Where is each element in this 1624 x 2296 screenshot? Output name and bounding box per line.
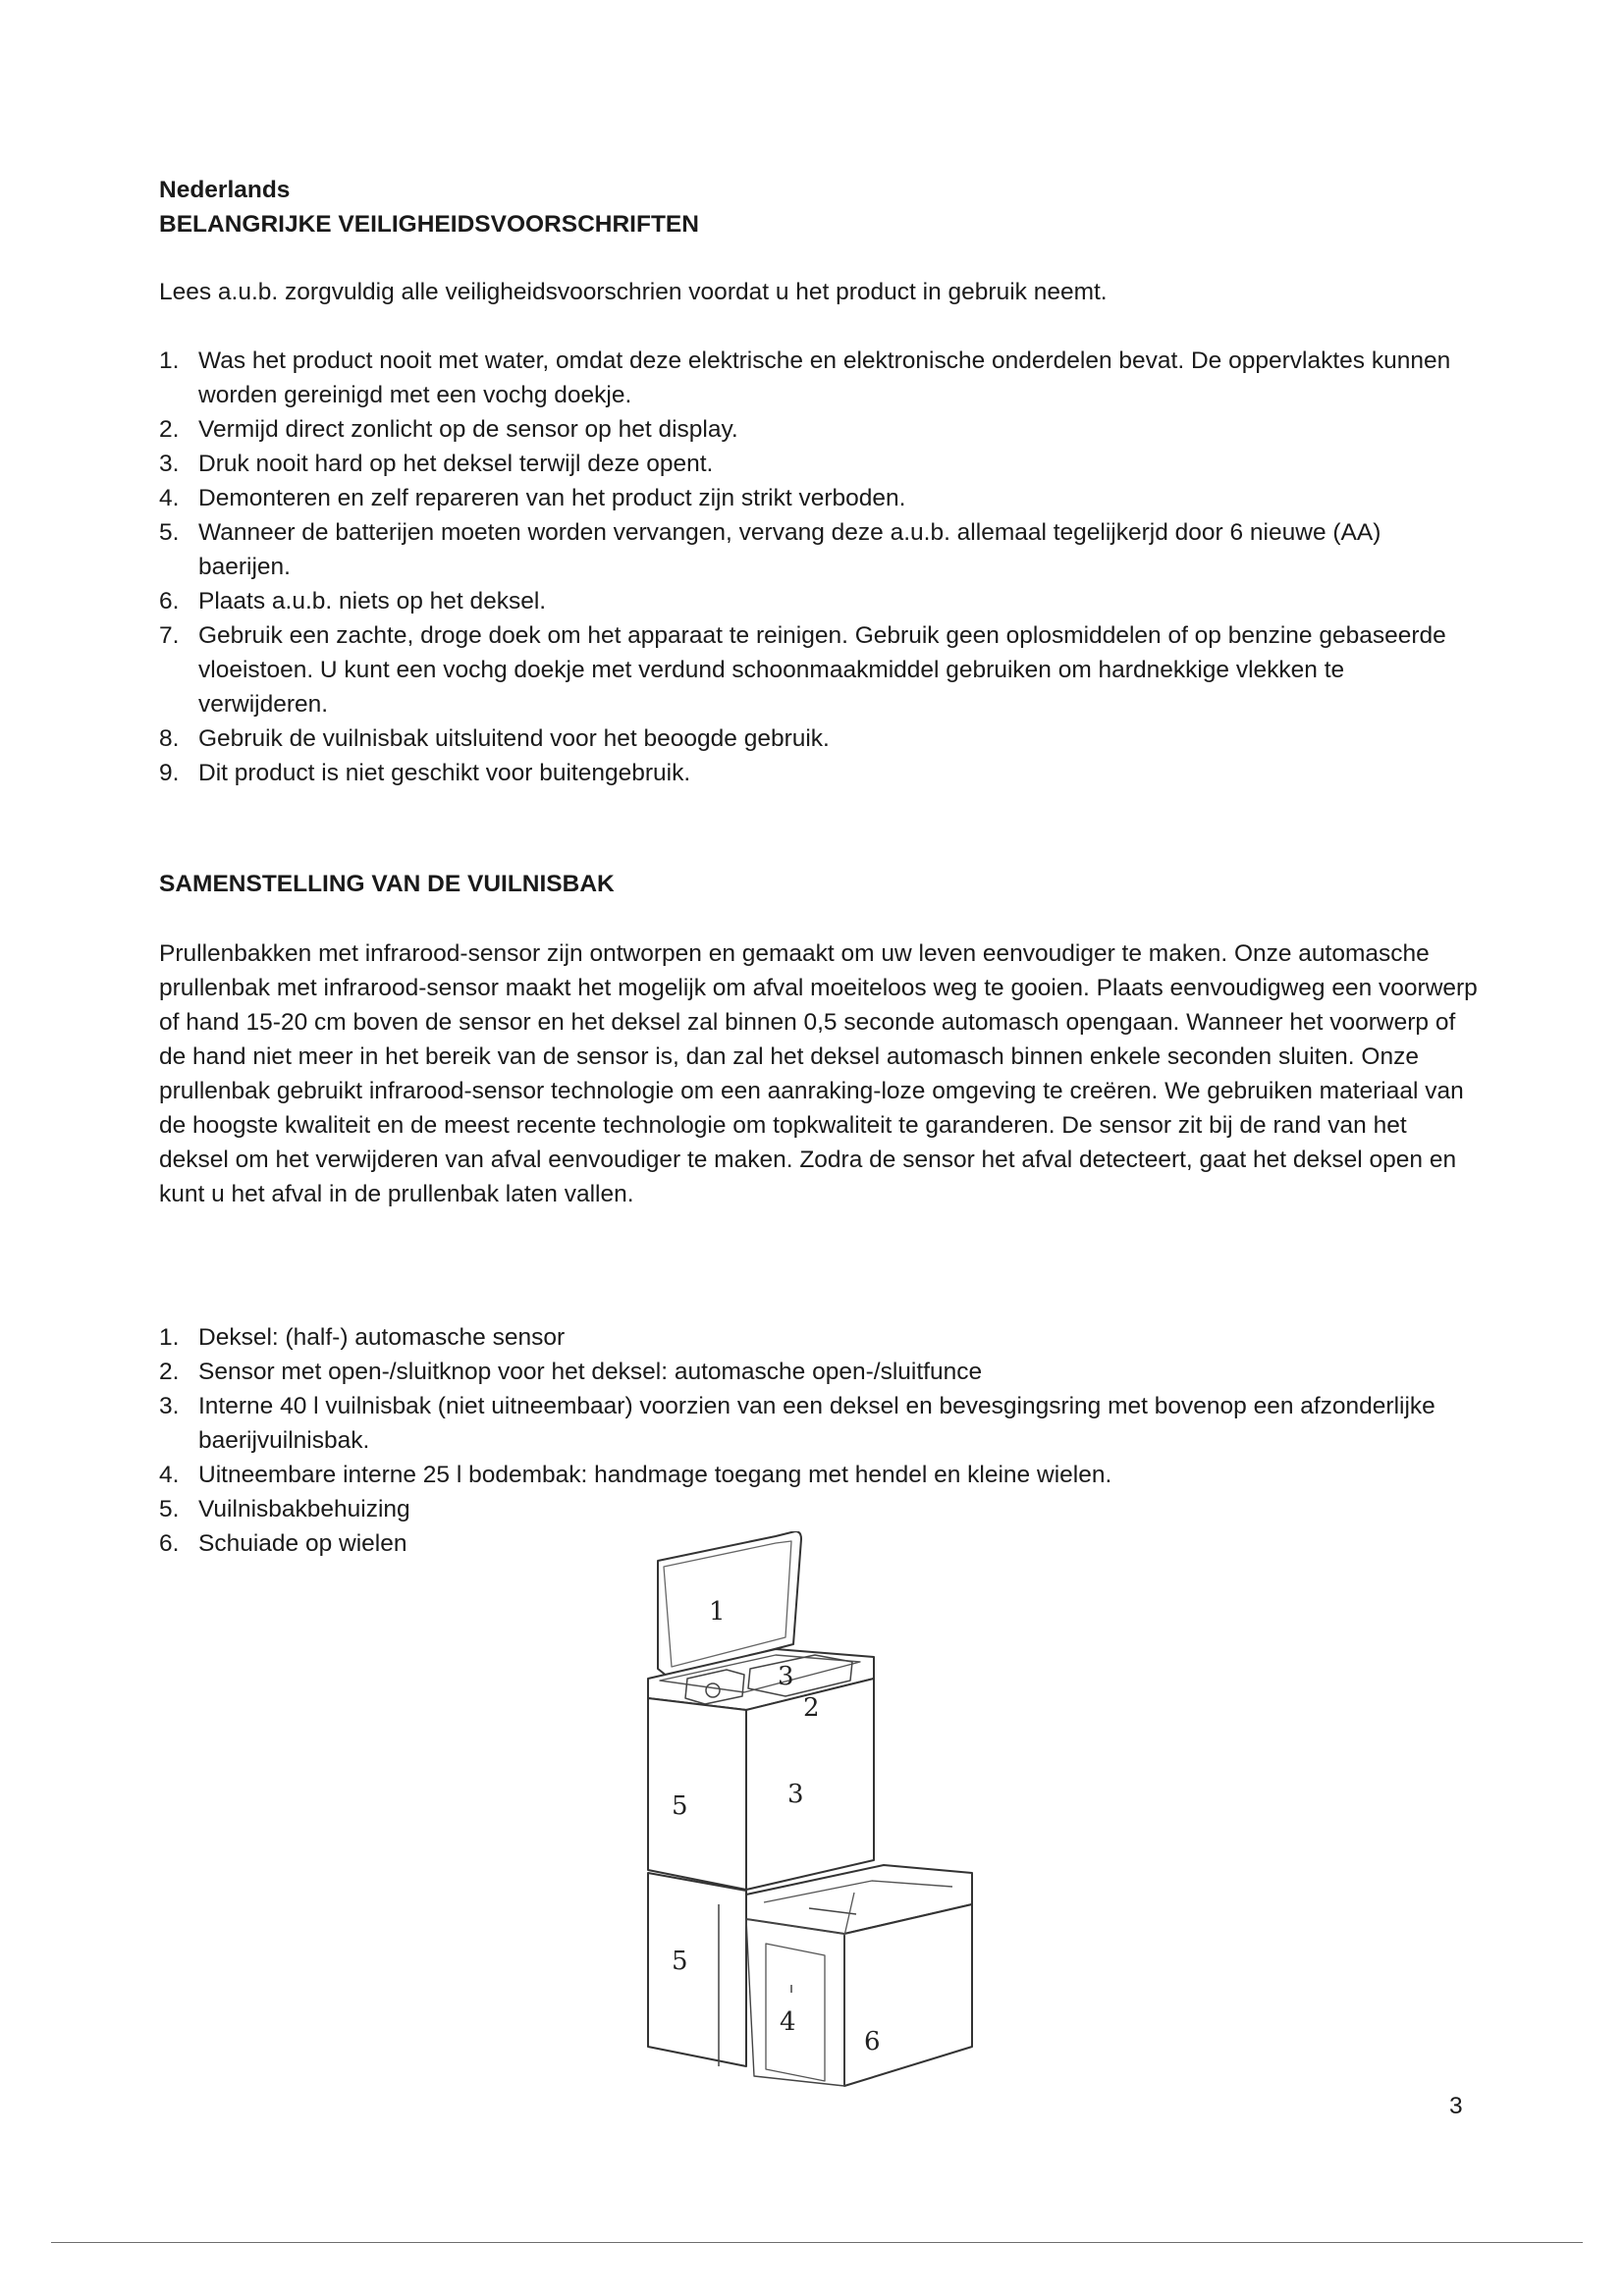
parts-list — [159, 1320, 1475, 1561]
safety-list — [159, 344, 1475, 790]
list-item: 2. Sensor met open-/sluitknop voor het deksel: automasche open-/sluitfunce — [159, 1359, 983, 1385]
assembly-paragraph: Prullenbakken met infrarood-sensor zijn ontworpen en gemaakt om uw leven eenvoudiger te maken. Onze automasche prullenbak met infrarood-sensor maakt het mogelijk om afval moeiteloos weg te gooien. Plaats eenvoudigweg een voorwerp of hand 15-20 cm boven de sensor en het deksel zal binnen 0,5 seconde automasch opengaan. Wanneer het voorwerp of de hand niet meer in het bereik van de sensor is, dan zal het deksel automasch binnen enkele seconden sluiten. Onze prullenbak gebruikt infrarood-sensor technologie om een aanraking-loze omgeving te creëren. We gebruiken materiaal van de hoogste kwaliteit en de meest recente technologie om topkwaliteit te garanderen. De sensor zit bij de rand van het deksel om het verwijderen van afval eenvoudiger te maken. Zodra de sensor het afval detecteert, gaat het deksel open en kunt u het afval in de prullenbak laten vallen. — [159, 940, 1478, 1207]
label-sensor: 2 — [803, 1693, 820, 1723]
list-item: 4. Uitneembare interne 25 l bodembak: handmage toegang met hendel en kleine wielen. — [159, 1462, 1112, 1488]
list-item: 7. Gebruik een zachte, droge doek om het apparaat te reinigen. Gebruik geen oplosmiddelen of op benzine gebaseerde vloeistoen. U kunt een vochg doekje met verdund schoonmaakmiddel gebruiken om hardnekkige vlekken te verwijderen. — [159, 622, 1446, 718]
list-item: 5. Wanneer de batterijen moeten worden vervangen, vervang deze a.u.b. allemaal tegelijkerjd door 6 nieuwe (AA) baerijen. — [159, 519, 1381, 580]
label-drawer: 6 — [864, 2027, 881, 2056]
trash-bin-diagram — [628, 1531, 1001, 2101]
safety-heading: BELANGRIJKE VEILIGHEIDSVOORSCHRIFTEN — [159, 211, 699, 238]
list-item: 4. Demonteren en zelf repareren van het product zijn strikt verboden. — [159, 485, 906, 511]
label-battery-bin: 3 — [778, 1662, 794, 1691]
label-lid: 1 — [709, 1597, 726, 1627]
trash-bin-drawing — [628, 1531, 1001, 2101]
assembly-heading: SAMENSTELLING VAN DE VUILNISBAK — [159, 871, 615, 897]
label-housing-upper: 5 — [672, 1791, 688, 1821]
label-bottom-bin: 4 — [780, 2007, 796, 2037]
list-item: 1. Was het product nooit met water, omdat deze elektrische en elektronische onderdelen bevat. De oppervlaktes kunnen worden gereinigd met een vochg doekje. — [159, 347, 1451, 408]
label-inner-bin: 3 — [787, 1780, 804, 1809]
list-item: 5. Vuilnisbakbehuizing — [159, 1496, 410, 1522]
list-item: 6. Schuiade op wielen — [159, 1530, 407, 1557]
list-item: 6. Plaats a.u.b. niets op het deksel. — [159, 588, 547, 614]
list-item: 8. Gebruik de vuilnisbak uitsluitend voor het beoogde gebruik. — [159, 725, 830, 752]
language-heading: Nederlands — [159, 177, 291, 203]
footer-divider — [51, 2242, 1583, 2243]
list-item: 3. Interne 40 l vuilnisbak (niet uitneembaar) voorzien van een deksel en bevesgingsring met bovenop een afzonderlijke baerijvuilnisbak. — [159, 1393, 1435, 1454]
label-housing-lower: 5 — [672, 1947, 688, 1976]
list-item: 3. Druk nooit hard op het deksel terwijl deze opent. — [159, 451, 714, 477]
list-item: 2. Vermijd direct zonlicht op de sensor op het display. — [159, 416, 738, 443]
list-item: 1. Deksel: (half-) automasche sensor — [159, 1324, 566, 1351]
list-item: 9. Dit product is niet geschikt voor buitengebruik. — [159, 760, 691, 786]
safety-intro: Lees a.u.b. zorgvuldig alle veiligheidsvoorschrien voordat u het product in gebruik neemt. — [159, 279, 1108, 305]
page-number: 3 — [1449, 2093, 1463, 2119]
